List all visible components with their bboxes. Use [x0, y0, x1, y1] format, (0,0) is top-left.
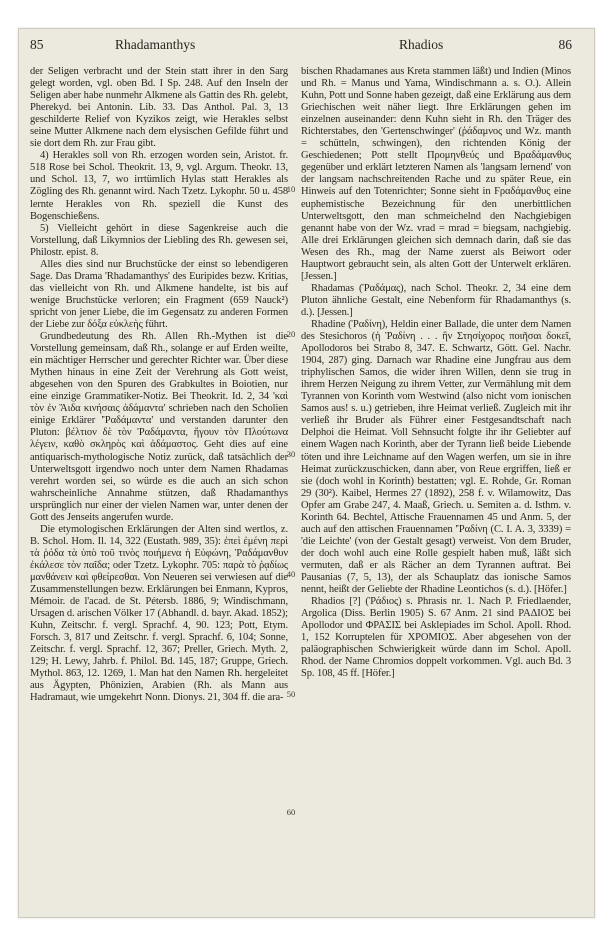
page-number-left: 85 — [30, 37, 44, 52]
line-number: 30 — [286, 449, 296, 459]
entry-rhadamas: Rhadamas (Ῥαδάμας), nach Schol. Theokr. 2, 34 eine dem Pluton ähnliche Gestalt, eine Nebenform für Rhadamanthys (s. d.). [Jessen.] — [301, 282, 571, 318]
left-column — [30, 66, 288, 704]
paragraph: 4) Herakles soll von Rh. erzogen worden sein, Aristot. fr. 518 Rose bei Schol. Theokrit. 13, 9, vgl. Argum. Theokr. 13, und Schol. 13, 7, wo irrtümlich Hylas statt Herakles als Zögling des Rh. genannt wird. Nach Tzetz. Lykophr. 50 u. 458 lernte Herakles von Rh. speziell die Kunst des Bogenschießens. — [30, 150, 288, 222]
paragraph: bischen Rhadamanes aus Kreta stammen läßt) und Indien (Minos und Rh. = Manus und Yama, Windischmann a. s. O.). Allein Kuhn, Pott und Sonne haben gezeigt, daß eine Erklärung aus dem Griechischen weit näher liegt. Ihre Erklärungen gehen im einzelnen auseinander: denn Kuhn sieht in Rh. den Träger des Richterstabes, den 'Gertenschwinger' (ῥάδαμνος und Wz. manth = schütteln, schwingen), den richtenden König der Geschiedenen; Pott stellt Προμηνθεύς und Βραδάμανθυς gegenüber und erklärt letzteren Namen als 'langsam lernend' von der langsam nachschreitenden Rache und zu später Reue, ein Hinweis auf den Totenrichter; Sonne sieht in Ϝραδάμανθυς eine euphemistische Bezeichnung für den unerbittlichen Unterweltsgott, den man schmeichelnd den Nachgiebigen genannt habe von der Wz. vrad = mrad = biegsam, nachgiebig. Alle drei Erklärungen gleichen sich demnach darin, daß sie das Wesen des Rh., mag der Name zuerst als Beiwort oder Hauptwort gebraucht sein, als alten Gott der Unterwelt erklären. [Jessen.] — [301, 66, 571, 282]
entry-rhadine: Rhadine (Ῥαδίνη), Heldin einer Ballade, die unter dem Namen des Stesichoros (ἡ Ῥαδίνη . . . ἣν Στησίχορος ποιῆσαι δοκεῖ, Apollodoros bei Strabo 8, 347. E. Schwartz, Gött. Gel. Nachr. 1904, 287) ging. Darnach war Rhadine eine Jungfrau aus dem triphylischen Samos, die wider ihren Willen, denn sie trug in ihrem Herzen Neigung zu ihrem Vetter, zur Vermählung mit dem Tyrannen von Korinth vom Westwind (also nicht vom ionischen Samos aus! s. u.) getrieben, ihre Heimat verließ. Zugleich mit ihr verließ ihr Bruder als Führer einer Festgesandtschaft nach Delphoi die Heimat. Voll Sehnsucht folgte ihr ihr Geliebter auf einem Wagen nach Korinth, aber der Tyrann ließ beide Liebende töten und ihre Leichname auf den Wagen werfen, um sie in ihre Heimat zurückzuschicken, dann aber, von Reue ergriffen, ließ er sie (doch wohl in Korinth) bestatten; vgl. E. Rohde, Gr. Roman 29 (30²). Kaibel, Hermes 27 (1892), 258 f. v. Wilamowitz, Das Opfer am Grabe 247, 4. Maaß, Griech. u. Semiten a. d. Isthm. v. Korinth 64. Bechtel, Attische Frauennamen 45 und Anm. 5, der auch auf den attischen Frauennamen 'Ῥαδίνη (C. I. A. 3, 3339) = 'die Leichte' (von der Gestalt gesagt) verweist. Von dem Bruder, der doch wohl auch eine Rolle gespielt haben muß, läßt sich vermuten, daß er als Rächer an dem Tyrannen auftrat. Bei Pausanias (7, 5, 13), der als Schauplatz das ionische Samos nennt, heißt der Geliebte der Rhadine Leontichos (s. d.). [Höfer.] — [301, 318, 571, 596]
page-number-right: 86 — [558, 37, 572, 52]
line-number: 40 — [286, 569, 296, 579]
right-column — [301, 66, 571, 680]
paragraph: Alles dies sind nur Bruchstücke der einst so lebendigeren Sage. Das Drama 'Rhadamanthys' des Euripides bezw. Kritias, das vielleicht von Rh. und Alkmene handelte, ist bis auf wenige Bruchstücke verloren; ein Fragment (659 Nauck²) spricht von jener Liebe, die im Gegensatz zu anderen Formen der Liebe zur δόξα εὐκλεὴς führt. — [30, 258, 288, 330]
book-page — [18, 28, 595, 918]
paragraph: der Seligen verbracht und der Stein statt ihrer in den Sarg gelegt worden, vgl. oben Bd. I Sp. 248. Auf den Inseln der Seligen aber habe nunmehr Alkmene als Gattin des Rh. gelebt, Pherekyd. bei Antonin. Lib. 33. Das Anthol. Pal. 3, 13 geschilderte Relief von Kyzikos zeigt, wie Herakles selbst seine Mutter Alkmene nach dem elysischen Gefilde führt und sie dort dem Rh. zur Frau gibt. — [30, 66, 288, 150]
line-number: 50 — [286, 689, 296, 699]
paragraph: 5) Vielleicht gehört in diese Sagenkreise auch die Vorstellung, daß Likymnios der Liebling des Rh. gewesen sei, Philostr. epist. 8. — [30, 222, 288, 258]
line-number: 60 — [286, 807, 296, 817]
line-number: 10 — [286, 184, 296, 194]
paragraph: Grundbedeutung des Rh. Allen Rh.-Mythen ist die Vorstellung gemeinsam, daß Rh., solange er auf Erden weilte, ein mächtiger Herrscher und gerechter Richter war. Über diese Mythen hinaus in eine Zeit der Verehrung als Gott weist, abgesehen von den Spuren des Grabkultes in Boiotien, nur eine einzige Grammatiker-Notiz. Bei Theokrit. Id. 2, 34 'καὶ τὸν ἐν Ἅιδα κινήσαις ἀδάμαντα' schrieben nach den Scholien einige Erklärer 'Ῥαδάμαντα' und verstanden darunter den Pluton: βέλτιον δὲ τὸν Ῥαδάμαντα, ἤγουν τὸν Πλούτωνα λέγειν, καθὸ σκληρὸς καὶ ἀδάμαστος. Geht dies auf eine antiquarisch-mythologische Notiz zurück, daß tatsächlich der Unterweltsgott irgendwo noch unter dem Namen Rhadamas verehrt worden sei, so würde es die auch an sich schon wahrscheinliche Annahme stützen, daß Rhadamanthys ursprünglich nur einer der vielen Namen war, unter denen der Gott des Jenseits angerufen wurde. — [30, 331, 288, 523]
entry-rhadios: Rhadios [?] (Ῥάδιος) s. Phrasis nr. 1. Nach P. Friedlaender, Argolica (Diss. Berlin 1905) S. 67 Anm. 21 sind ΡΑΔΙΟΣ bei Apollodor und ΦΡΑΣΙΣ bei Asklepiades im Schol. Apoll. Rhod. 1, 152 Korruptelen für ΧΡΟΜΙΟΣ. Aber abgesehen von der paläographischen Schwierigkeit würde dann im Schol. Apoll. Rhod. der Name Chromios doppelt vorkommen. Vgl. auch Bd. 3 Sp. 108, 45 ff. [Höfer.] — [301, 596, 571, 680]
line-number: 20 — [286, 329, 296, 339]
running-title-right: Rhadios — [399, 37, 444, 52]
paragraph: Die etymologischen Erklärungen der Alten sind wertlos, z. B. Schol. Hom. Il. 14, 322 (Eustath. 989, 35): ἐπεὶ ἐμένη περὶ τὰ ῥόδα τὰ ὑπὸ τοῦ τινὸς ποιήμενα ἡ Εὐφώνη, Ῥαδάμανθυν ἐκάλεσε τὸν παῖδα; oder Tzetz. Lykophr. 705: παρὰ τὸ ῥᾳδίως μανθάνειν καὶ φθείρεσθαι. Von Neueren sei verwiesen auf die Zusammenstellungen bezw. Erklärungen bei Enmann, Kypros, Mémoir. de l'acad. de St. Pétersb. 1886, 9; Windischmann, Ursagen d. arischen Völker 17 (Abhandl. d. bayr. Akad. 1852); Kuhn, Zeitschr. f. vergl. Sprachf. 4, 90. 123; Pott, Etym. Forsch. 3, 817 und Zeitschr. f. vergl. Sprachf. 6, 104; Sonne, Zeitschr. f. vergl. Sprachf. 12, 367; Preller, Griech. Myth. 2, 129; H. Lewy, Jahrb. f. Philol. Bd. 145, 187; Gruppe, Griech. Mythol. 863, 12. 1269, 1. Man hat den Namen Rh. hergeleitet aus Ägypten, Phönizien, Arabien (Rh. als Mann aus Hadramaut, wie umgekehrt Nonn. Dionys. 21, 304 ff. die ara- — [30, 523, 288, 704]
running-title-left: Rhadamanthys — [115, 37, 196, 52]
